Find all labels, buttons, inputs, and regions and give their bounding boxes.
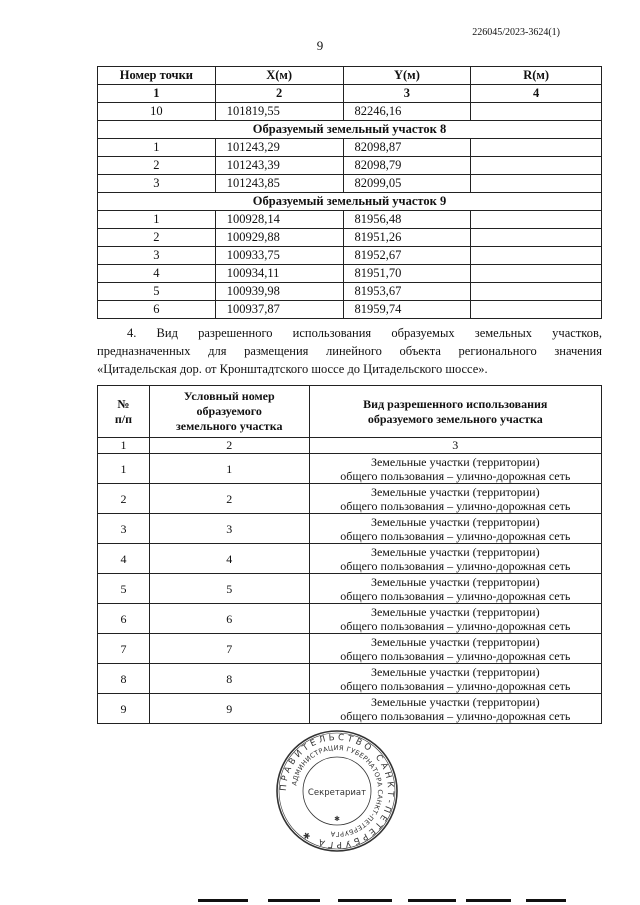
section-title: Образуемый земельный участок 9 bbox=[98, 193, 602, 211]
table-row bbox=[98, 484, 602, 514]
r-cell bbox=[471, 301, 602, 319]
table-row bbox=[98, 211, 602, 229]
header-y: Y(м) bbox=[343, 67, 471, 85]
r-cell bbox=[471, 175, 602, 193]
plot-number-cell: 6 bbox=[149, 604, 309, 634]
document-number: 226045/2023-3624(1) bbox=[472, 27, 560, 38]
table-row bbox=[98, 454, 602, 484]
plot-number-cell: 1 bbox=[149, 454, 309, 484]
header-plot-number: Условный номер образуемого земельного участка bbox=[149, 386, 309, 438]
table-row bbox=[98, 103, 602, 121]
table-row bbox=[98, 634, 602, 664]
table-row bbox=[98, 157, 602, 175]
coordinates-table bbox=[97, 66, 602, 319]
r-cell bbox=[471, 283, 602, 301]
r-cell bbox=[471, 103, 602, 121]
paragraph-line: «Цитадельская дор. от Кронштадтского шоссе до Цитадельского шоссе». bbox=[97, 362, 488, 376]
table-row bbox=[98, 301, 602, 319]
plot-number-cell: 5 bbox=[149, 574, 309, 604]
footer-mark bbox=[526, 899, 566, 902]
x-cell: 101243,29 bbox=[215, 139, 343, 157]
point-number-cell: 2 bbox=[98, 229, 216, 247]
point-number-cell: 3 bbox=[98, 175, 216, 193]
y-cell: 82246,16 bbox=[343, 103, 471, 121]
permitted-use-cell: Земельные участки (территории) общего пользования – улично-дорожная сеть bbox=[309, 604, 601, 634]
y-cell: 81953,67 bbox=[343, 283, 471, 301]
row-number-cell: 3 bbox=[98, 514, 150, 544]
x-cell: 100937,87 bbox=[215, 301, 343, 319]
footer-mark bbox=[198, 899, 248, 902]
row-number-cell: 1 bbox=[98, 454, 150, 484]
row-number-cell: 7 bbox=[98, 634, 150, 664]
table-row bbox=[98, 544, 602, 574]
table-header-row bbox=[98, 386, 602, 438]
point-number-cell: 10 bbox=[98, 103, 216, 121]
r-cell bbox=[471, 265, 602, 283]
x-cell: 101243,85 bbox=[215, 175, 343, 193]
plot-number-cell: 7 bbox=[149, 634, 309, 664]
r-cell bbox=[471, 157, 602, 175]
plot-number-cell: 8 bbox=[149, 664, 309, 694]
table-row bbox=[98, 265, 602, 283]
footer-mark bbox=[408, 899, 456, 902]
y-cell: 81952,67 bbox=[343, 247, 471, 265]
section-row bbox=[98, 193, 602, 211]
permitted-use-cell: Земельные участки (территории) общего пользования – улично-дорожная сеть bbox=[309, 634, 601, 664]
svg-text:ПРАВИТЕЛЬСТВО САНКТ-ПЕТЕРБУРГА: ПРАВИТЕЛЬСТВО САНКТ-ПЕТЕРБУРГА ✱ bbox=[278, 732, 396, 850]
svg-text:АДМИНИСТРАЦИЯ ГУБЕРНАТОРА САНК: АДМИНИСТРАЦИЯ ГУБЕРНАТОРА САНКТ-ПЕТЕРБУРГА bbox=[290, 743, 385, 839]
y-cell: 81959,74 bbox=[343, 301, 471, 319]
plot-number-cell: 3 bbox=[149, 514, 309, 544]
row-number-cell: 8 bbox=[98, 664, 150, 694]
point-number-cell: 3 bbox=[98, 247, 216, 265]
x-cell: 101819,55 bbox=[215, 103, 343, 121]
point-number-cell: 5 bbox=[98, 283, 216, 301]
section-row bbox=[98, 121, 602, 139]
permitted-use-cell: Земельные участки (территории) общего пользования – улично-дорожная сеть bbox=[309, 514, 601, 544]
svg-text:✱: ✱ bbox=[334, 815, 340, 823]
point-number-cell: 4 bbox=[98, 265, 216, 283]
y-cell: 82098,79 bbox=[343, 157, 471, 175]
permitted-use-cell: Земельные участки (территории) общего пользования – улично-дорожная сеть bbox=[309, 694, 601, 724]
x-cell: 101243,39 bbox=[215, 157, 343, 175]
permitted-use-cell: Земельные участки (территории) общего пользования – улично-дорожная сеть bbox=[309, 574, 601, 604]
paragraph-line: предназначенных для размещения линейного объекта регионального значения bbox=[97, 344, 602, 358]
plot-number-cell: 9 bbox=[149, 694, 309, 724]
column-number: 2 bbox=[149, 438, 309, 454]
header-r: R(м) bbox=[471, 67, 602, 85]
column-number: 3 bbox=[309, 438, 601, 454]
point-number-cell: 1 bbox=[98, 139, 216, 157]
row-number-cell: 6 bbox=[98, 604, 150, 634]
table-row bbox=[98, 283, 602, 301]
table-header-row bbox=[98, 67, 602, 85]
coordinates-table-body bbox=[98, 85, 602, 319]
column-number-row bbox=[98, 85, 602, 103]
r-cell bbox=[471, 139, 602, 157]
footer-mark bbox=[338, 899, 392, 902]
y-cell: 81956,48 bbox=[343, 211, 471, 229]
column-number: 4 bbox=[471, 85, 602, 103]
land-use-table bbox=[97, 385, 602, 724]
r-cell bbox=[471, 247, 602, 265]
permitted-use-cell: Земельные участки (территории) общего пользования – улично-дорожная сеть bbox=[309, 664, 601, 694]
plot-number-cell: 4 bbox=[149, 544, 309, 574]
column-number: 3 bbox=[343, 85, 471, 103]
official-seal bbox=[274, 728, 400, 854]
x-cell: 100929,88 bbox=[215, 229, 343, 247]
permitted-use-cell: Земельные участки (территории) общего пользования – улично-дорожная сеть bbox=[309, 454, 601, 484]
table-row bbox=[98, 514, 602, 544]
column-number: 1 bbox=[98, 85, 216, 103]
y-cell: 82099,05 bbox=[343, 175, 471, 193]
header-permitted-use: Вид разрешенного использования образуемого земельного участка bbox=[309, 386, 601, 438]
table-row bbox=[98, 694, 602, 724]
x-cell: 100934,11 bbox=[215, 265, 343, 283]
y-cell: 81951,70 bbox=[343, 265, 471, 283]
row-number-cell: 2 bbox=[98, 484, 150, 514]
x-cell: 100933,75 bbox=[215, 247, 343, 265]
header-point-number: Номер точки bbox=[98, 67, 216, 85]
column-number-row bbox=[98, 438, 602, 454]
svg-text:Секретариат: Секретариат bbox=[307, 788, 367, 798]
r-cell bbox=[471, 211, 602, 229]
section-4-paragraph bbox=[97, 324, 602, 378]
x-cell: 100928,14 bbox=[215, 211, 343, 229]
row-number-cell: 9 bbox=[98, 694, 150, 724]
footer-mark bbox=[466, 899, 511, 902]
table-row bbox=[98, 574, 602, 604]
section-title: Образуемый земельный участок 8 bbox=[98, 121, 602, 139]
table-row bbox=[98, 664, 602, 694]
table-row bbox=[98, 139, 602, 157]
footer-mark bbox=[268, 899, 320, 902]
plot-number-cell: 2 bbox=[149, 484, 309, 514]
header-row-number: № п/п bbox=[98, 386, 150, 438]
table-row bbox=[98, 175, 602, 193]
x-cell: 100939,98 bbox=[215, 283, 343, 301]
table-row bbox=[98, 604, 602, 634]
row-number-cell: 4 bbox=[98, 544, 150, 574]
table-row bbox=[98, 247, 602, 265]
point-number-cell: 6 bbox=[98, 301, 216, 319]
r-cell bbox=[471, 229, 602, 247]
point-number-cell: 2 bbox=[98, 157, 216, 175]
paragraph-line: 4. Вид разрешенного использования образуемых земельных участков, bbox=[127, 326, 602, 340]
table-row bbox=[98, 229, 602, 247]
column-number: 1 bbox=[98, 438, 150, 454]
point-number-cell: 1 bbox=[98, 211, 216, 229]
permitted-use-cell: Земельные участки (территории) общего пользования – улично-дорожная сеть bbox=[309, 484, 601, 514]
header-x: X(м) bbox=[215, 67, 343, 85]
y-cell: 82098,87 bbox=[343, 139, 471, 157]
land-use-table-body bbox=[98, 438, 602, 724]
permitted-use-cell: Земельные участки (территории) общего пользования – улично-дорожная сеть bbox=[309, 544, 601, 574]
column-number: 2 bbox=[215, 85, 343, 103]
y-cell: 81951,26 bbox=[343, 229, 471, 247]
page-number: 9 bbox=[316, 38, 324, 53]
row-number-cell: 5 bbox=[98, 574, 150, 604]
